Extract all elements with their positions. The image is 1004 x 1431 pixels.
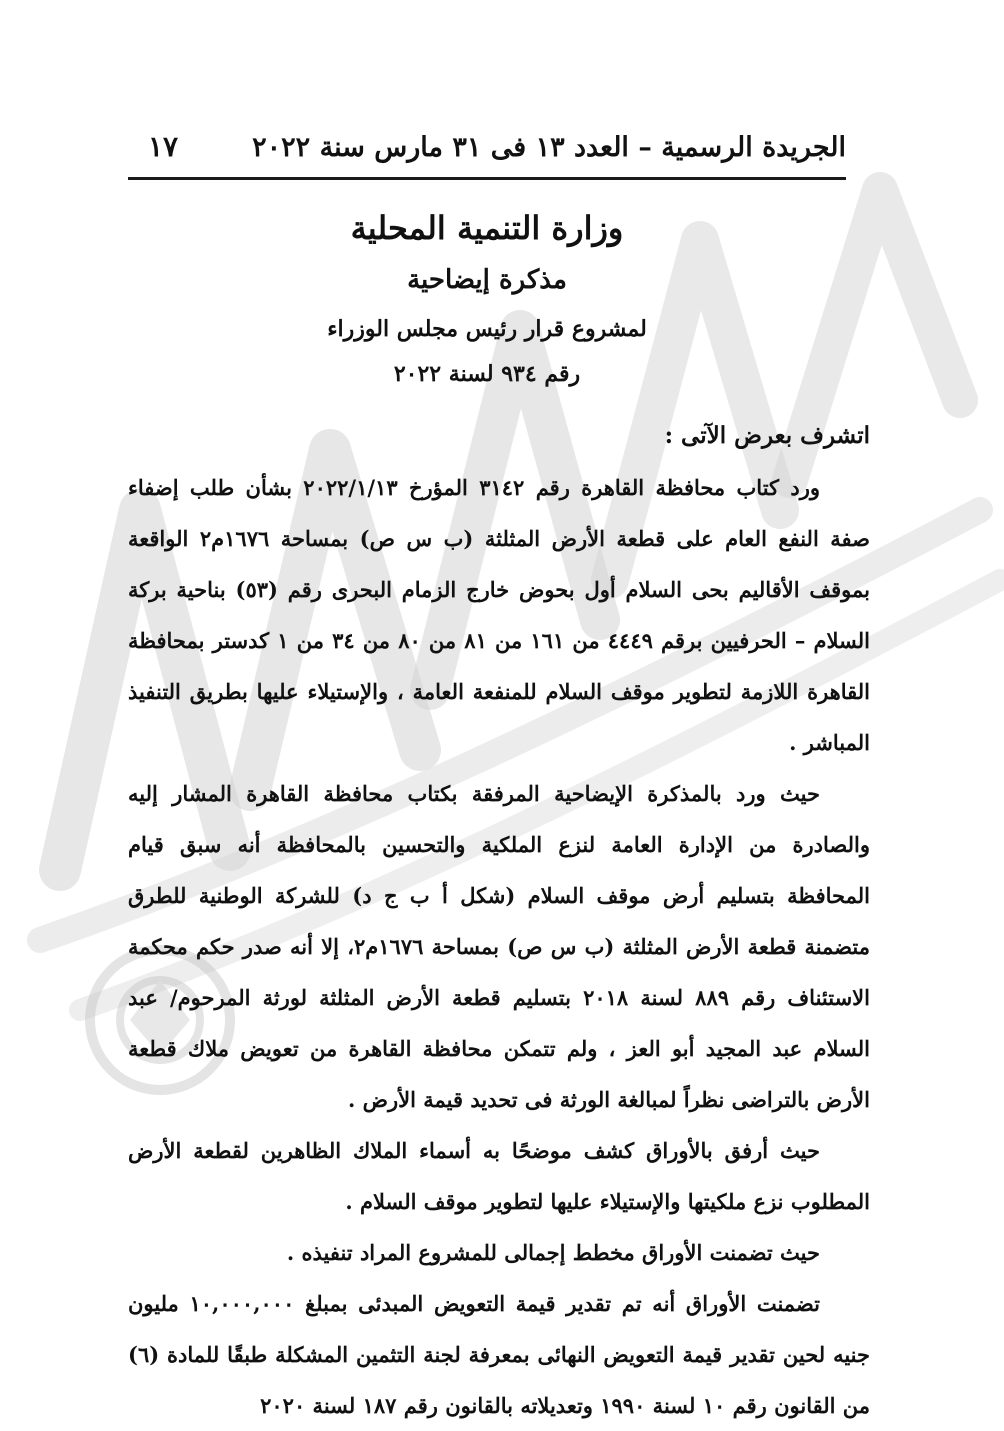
decree-subtitle: لمشروع قرار رئيس مجلس الوزراء xyxy=(327,316,647,342)
gazette-title: الجريدة الرسمية – العدد ١٣ فى ٣١ مارس سنة ٢٠٢٢ xyxy=(252,132,846,163)
paragraph-owners-list: حيث أرفق بالأوراق كشف موضحًا به أسماء الملاك الظاهرين لقطعة الأرض المطلوب نزع ملكيتها والإستيلاء عليها لتطوير موقف السلام . xyxy=(128,1138,870,1214)
paragraph-plan: حيث تضمنت الأوراق مخطط إجمالى للمشروع المراد تنفيذه . xyxy=(286,1240,820,1265)
header-divider xyxy=(128,177,846,180)
paragraph-compensation: تضمنت الأوراق أنه تم تقدير قيمة التعويض المبدئى بمبلغ ١٠,٠٠٠,٠٠٠ مليون جنيه لحين تقدير قيمة التعويض النهائى بمعرفة لجنة التثمين المشكلة طبقًا للمادة (٦) من القانون رقم ١٠ لسنة ١٩٩٠ وتعديلاته بالقانون رقم ١٨٧ لسنة ٢٠٢٠ xyxy=(128,1291,870,1418)
paragraph-request: ورد كتاب محافظة القاهرة رقم ٣١٤٢ المؤرخ ٢٠٢٢/١/١٣ بشأن طلب إضفاء صفة النفع العام على قطعة الأرض المثلثة (ب س ص) بمساحة ١٦٧٦م٢ الواقعة بموقف الأقاليم بحى السلام أول بحوض خارج الزمام البحرى رقم (٥٣) بناحية بركة السلام – الحرفيين برقم ٤٤٤٩ من ١٦١ من ٨١ من ٨٠ من ٣٤ من ١ كدستر بمحافظة القاهرة اللازمة لتطوير موقف السلام للمنفعة العامة ، والإستيلاء عليها بطريق التنفيذ المباشر . xyxy=(128,475,871,755)
memo-body xyxy=(128,410,870,1431)
ministry-name: وزارة التنمية المحلية xyxy=(350,209,624,247)
memo-title: مذكرة إيضاحية xyxy=(407,265,567,295)
title-block xyxy=(128,200,846,394)
decree-number: رقم ٩٣٤ لسنة ٢٠٢٢ xyxy=(393,361,581,387)
greeting: اتشرف بعرض الآتى : xyxy=(664,422,870,449)
page-header xyxy=(128,118,846,180)
paragraph-background: حيث ورد بالمذكرة الإيضاحية المرفقة بكتاب محافظة القاهرة المشار إليه والصادرة من الإدارة العامة لنزع الملكية والتحسين بالمحافظة أنه سبق قيام المحافظة بتسليم أرض موقف السلام (شكل أ ب ج د) للشركة الوطنية للطرق متضمنة قطعة الأرض المثلثة (ب س ص) بمساحة ١٦٧٦م٢، إلا أنه صدر حكم محكمة الاستئناف رقم ٨٨٩ لسنة ٢٠١٨ بتسليم قطعة الأرض المثلثة لورثة المرحوم/ عبد السلام عبد المجيد أبو العز ، ولم تتمكن محافظة القاهرة من تعويض ملاك قطعة الأرض بالتراضى نظراً لمبالغة الورثة فى تحديد قيمة الأرض . xyxy=(128,781,870,1112)
page-number: ١٧ xyxy=(148,130,179,163)
